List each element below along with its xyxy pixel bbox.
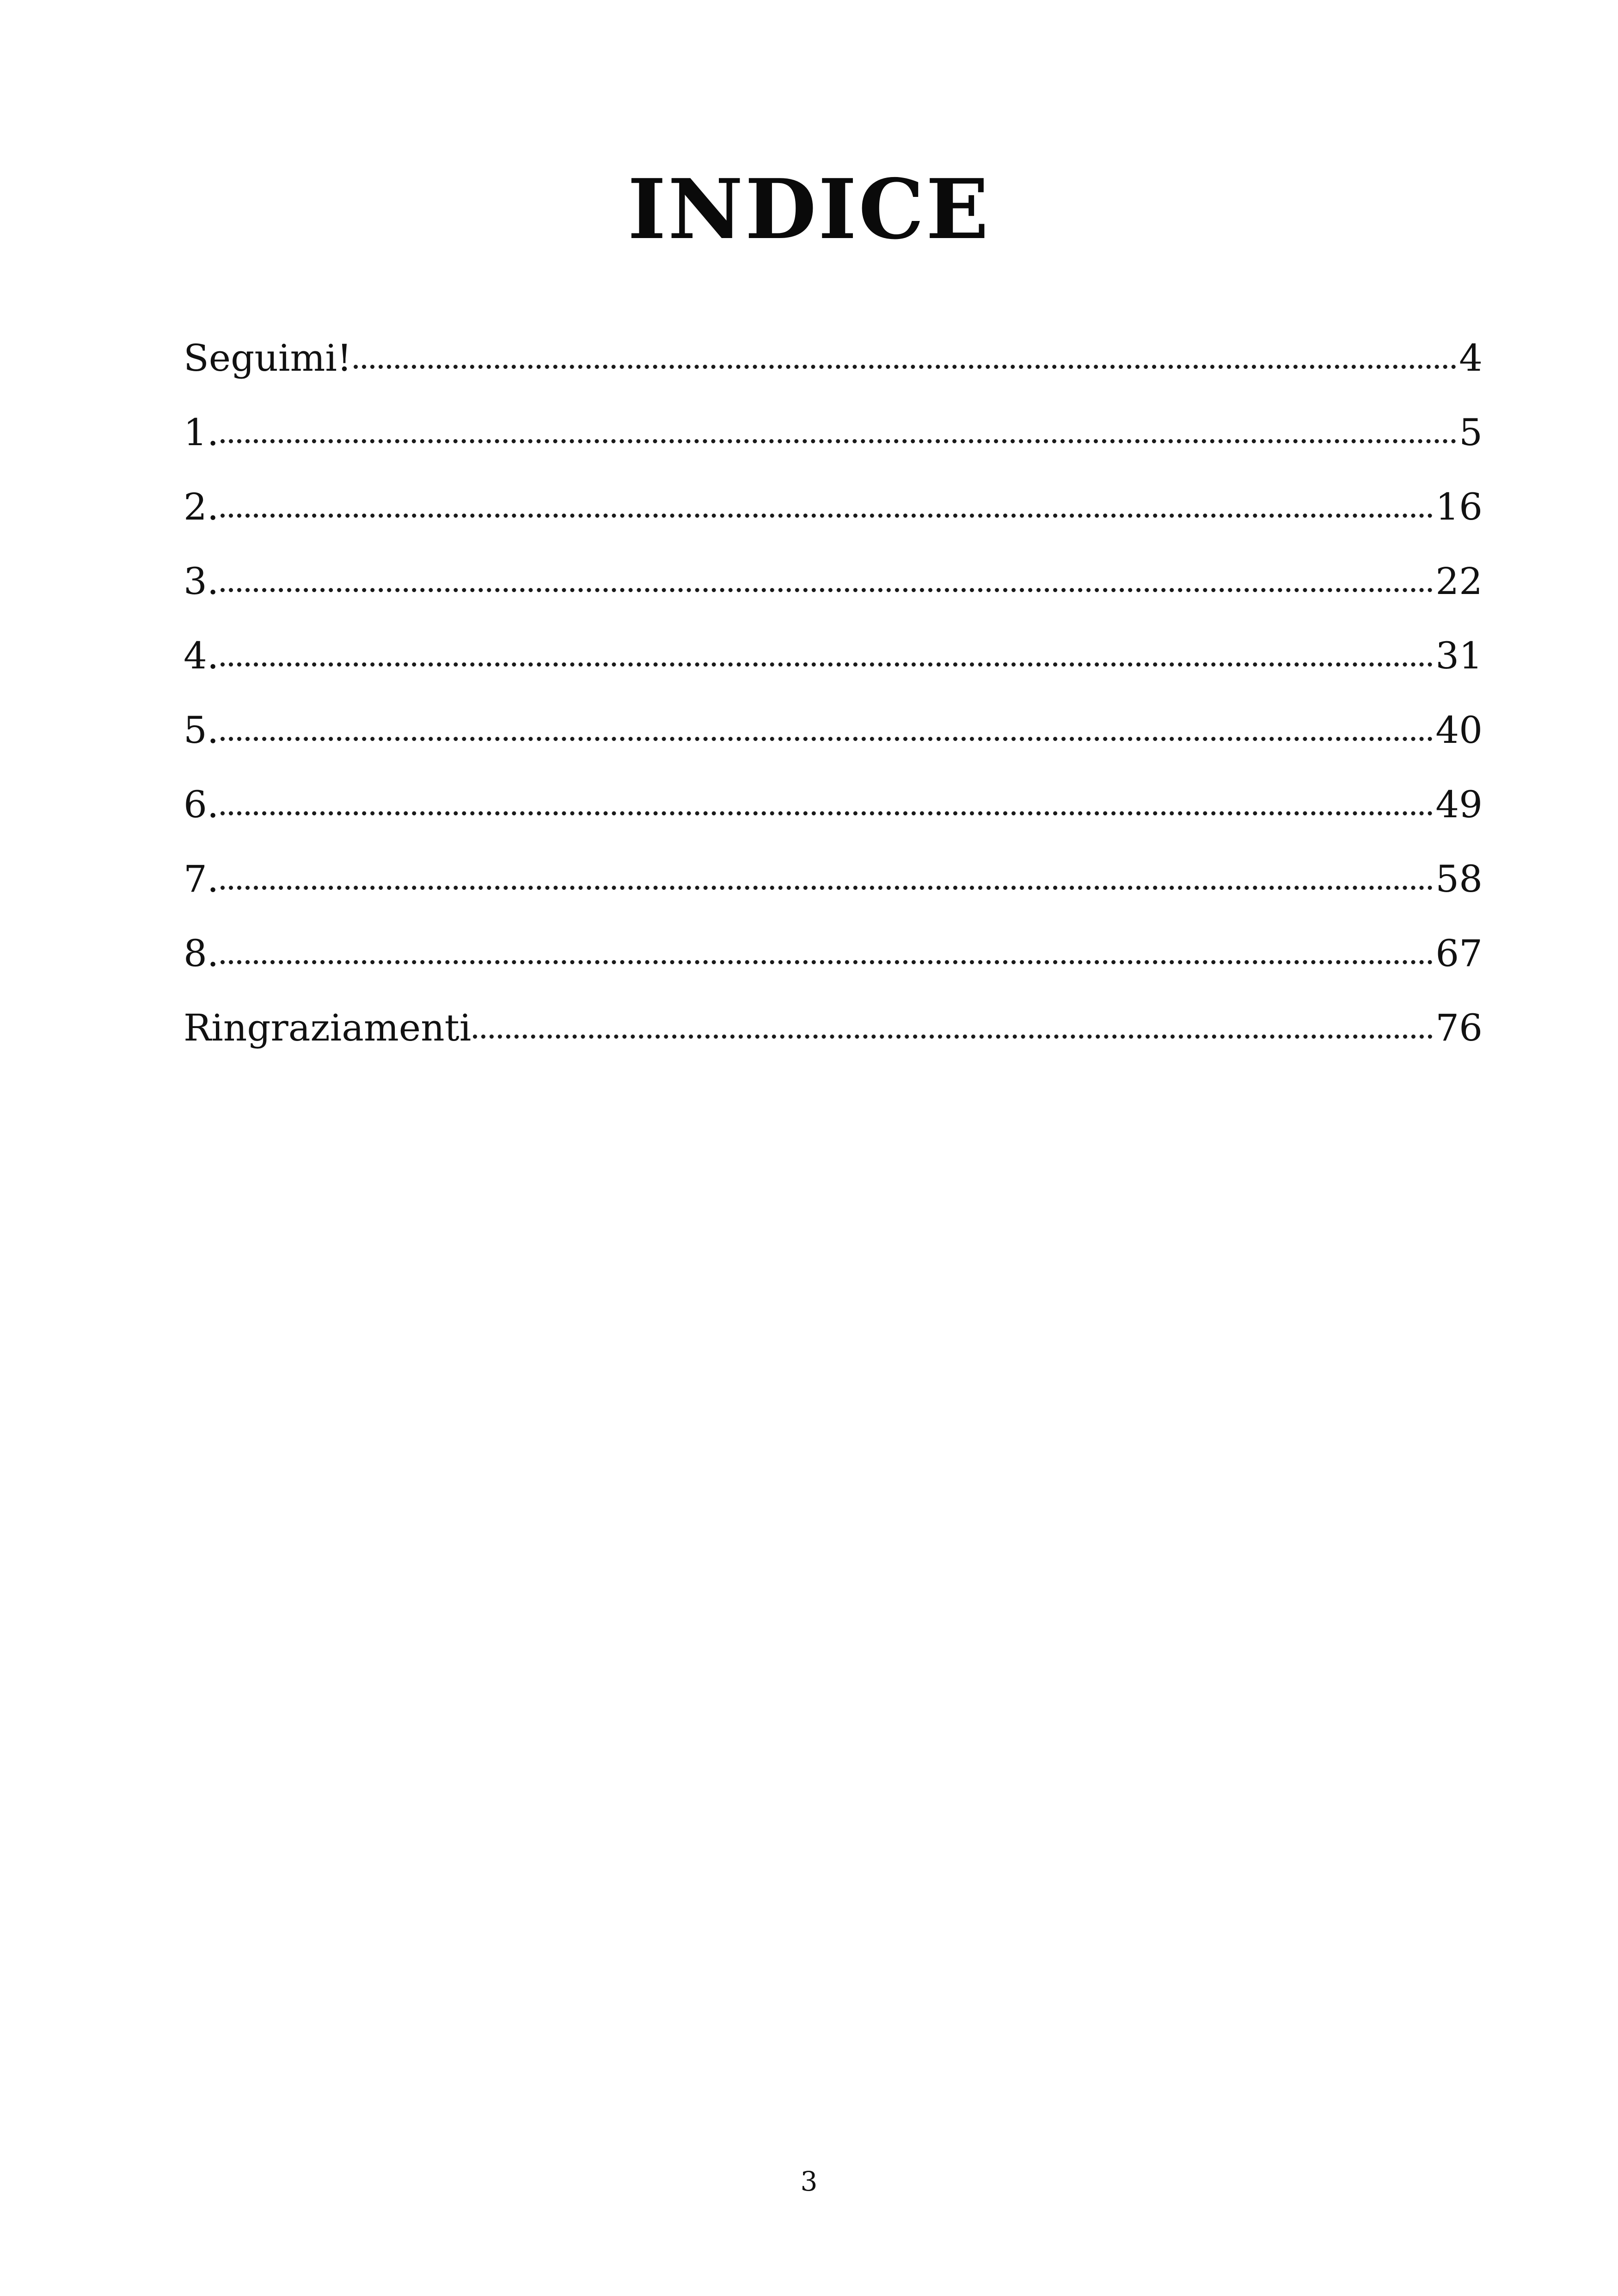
toc-dot-leader — [221, 662, 1433, 667]
toc-entry[interactable] — [184, 560, 1483, 637]
table-of-contents — [184, 337, 1483, 1084]
toc-entry-page: 4 — [1459, 337, 1483, 380]
toc-dot-leader — [221, 960, 1433, 964]
toc-entry-page: 31 — [1435, 634, 1483, 677]
toc-dot-leader — [354, 365, 1456, 369]
toc-entry-label: 8. — [184, 932, 219, 975]
page-number: 3 — [800, 2166, 818, 2197]
toc-entry-label: 2. — [184, 485, 219, 528]
toc-entry-page: 22 — [1435, 560, 1483, 603]
toc-entry-label: 7. — [184, 857, 219, 900]
toc-entry[interactable] — [184, 634, 1483, 712]
toc-dot-leader — [221, 737, 1433, 741]
toc-entry[interactable] — [184, 411, 1483, 489]
page-title: INDICE — [627, 161, 991, 258]
toc-dot-leader — [221, 811, 1433, 815]
toc-entry-label: Seguimi! — [184, 337, 352, 380]
toc-entry-page: 16 — [1435, 485, 1483, 528]
toc-entry-page: 67 — [1435, 932, 1483, 975]
toc-entry-label: 5. — [184, 709, 219, 752]
toc-entry-page: 49 — [1435, 783, 1483, 826]
toc-dot-leader — [221, 886, 1433, 890]
toc-entry-label: 3. — [184, 560, 219, 603]
toc-entry[interactable] — [184, 709, 1483, 786]
toc-dot-leader — [221, 588, 1433, 592]
toc-dot-leader — [473, 1035, 1433, 1039]
toc-entry[interactable] — [184, 1006, 1483, 1084]
toc-entry-label: Ringraziamenti — [184, 1006, 472, 1049]
toc-entry[interactable] — [184, 485, 1483, 563]
toc-entry-page: 76 — [1435, 1006, 1483, 1049]
toc-entry-page: 5 — [1459, 411, 1483, 454]
toc-entry[interactable] — [184, 932, 1483, 1010]
toc-dot-leader — [221, 514, 1433, 518]
toc-entry-page: 58 — [1435, 857, 1483, 900]
toc-entry-label: 6. — [184, 783, 219, 826]
toc-entry[interactable] — [184, 337, 1483, 414]
toc-entry-page: 40 — [1435, 709, 1483, 752]
toc-entry-label: 1. — [184, 411, 219, 454]
toc-entry[interactable] — [184, 857, 1483, 935]
toc-dot-leader — [221, 439, 1456, 443]
toc-entry[interactable] — [184, 783, 1483, 861]
toc-entry-label: 4. — [184, 634, 219, 677]
